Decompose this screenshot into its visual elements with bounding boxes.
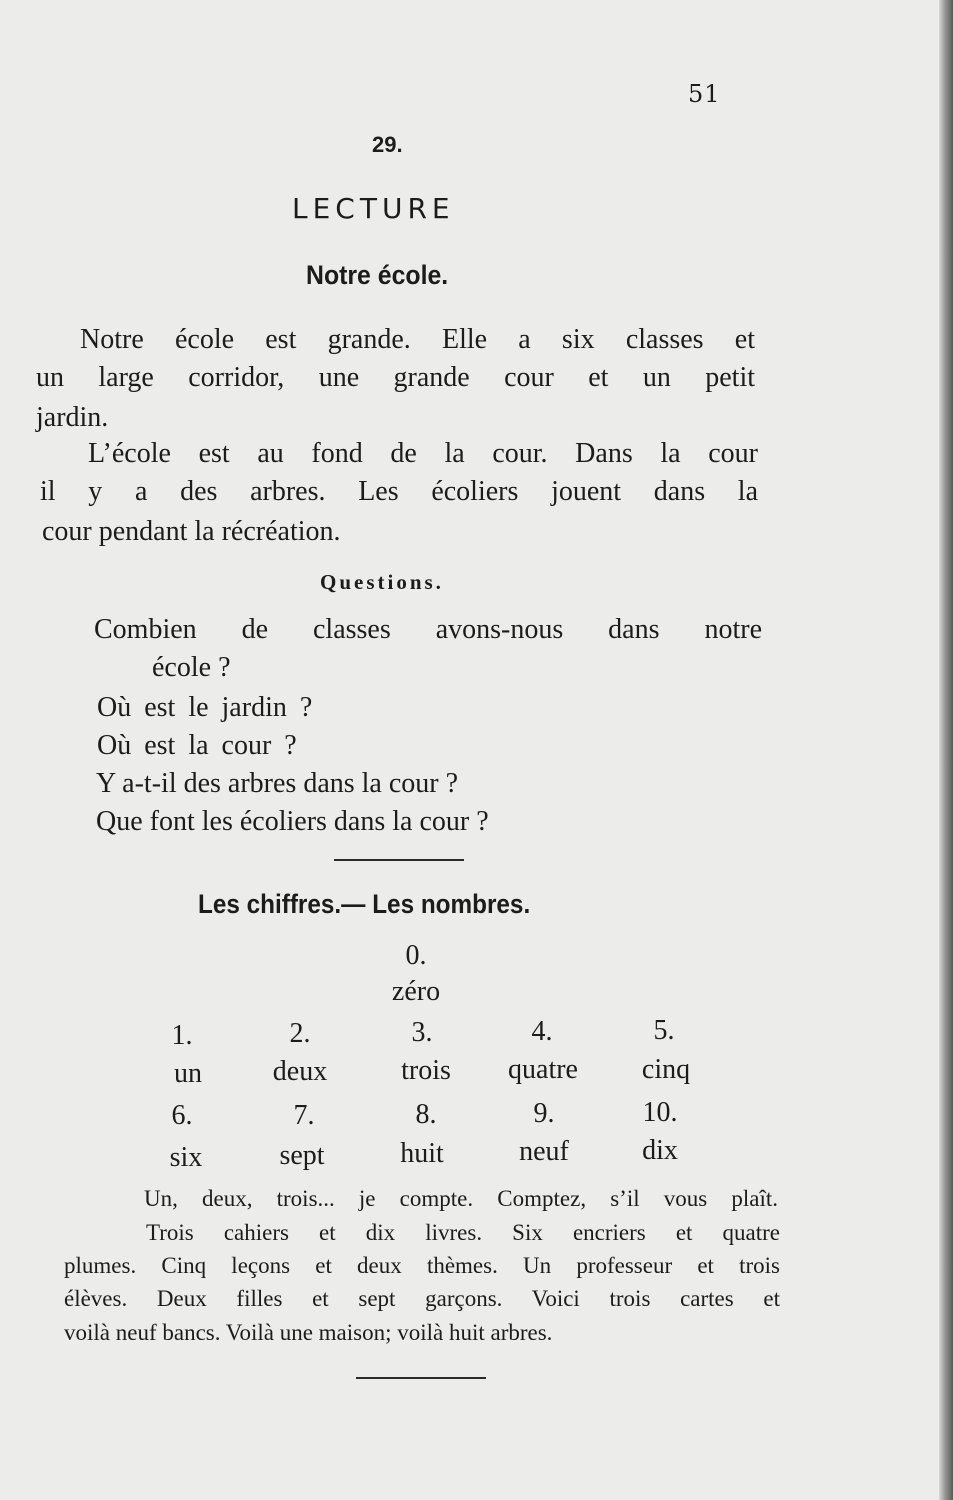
- number-word: cinq: [641, 1054, 691, 1085]
- number-word: six: [169, 1142, 203, 1173]
- separator-rule: [334, 859, 464, 861]
- practice-line: voilà neuf bancs. Voilà une maison; voilà huit arbres.: [64, 1320, 553, 1345]
- reading-title: Notre école.: [306, 260, 449, 290]
- lesson-number: 29.: [372, 132, 403, 157]
- number-digit: 2.: [289, 1018, 311, 1049]
- reading-line: un large corridor, une grande cour et un petit: [36, 362, 755, 393]
- number-digit: 3.: [411, 1017, 433, 1048]
- question-line: Où est le jardin ?: [97, 692, 313, 723]
- number-word: zéro: [391, 976, 441, 1007]
- question-line: Où est la cour ?: [97, 730, 297, 761]
- number-digit: 6.: [171, 1100, 193, 1131]
- number-word: trois: [401, 1055, 451, 1086]
- number-word: quatre: [508, 1054, 578, 1085]
- number-digit: 4.: [531, 1016, 553, 1047]
- number-digit: 0.: [405, 940, 427, 971]
- number-word: sept: [279, 1140, 325, 1171]
- number-digit: 10.: [642, 1097, 678, 1128]
- number-word: neuf: [519, 1136, 569, 1167]
- question-line: Que font les écoliers dans la cour ?: [96, 806, 489, 837]
- number-digit: 5.: [653, 1015, 675, 1046]
- practice-line: Trois cahiers et dix livres. Six encriers et quatre: [146, 1220, 780, 1245]
- question-line: école ?: [152, 652, 231, 683]
- number-digit: 8.: [415, 1099, 437, 1130]
- reading-line: cour pendant la récréation.: [42, 516, 341, 547]
- number-word: deux: [272, 1056, 328, 1087]
- practice-line: Un, deux, trois... je compte. Comptez, s’il vous plaît.: [144, 1186, 778, 1211]
- practice-line: élèves. Deux filles et sept garçons. Voici trois cartes et: [64, 1286, 780, 1311]
- numbers-title: Les chiffres.— Les nombres.: [198, 889, 531, 919]
- reading-line: L’école est au fond de la cour. Dans la cour: [88, 438, 758, 469]
- reading-line: il y a des arbres. Les écoliers jouent dans la: [40, 476, 758, 507]
- section-heading: LECTURE: [292, 192, 455, 225]
- separator-rule: [356, 1377, 486, 1379]
- number-word: huit: [400, 1138, 444, 1169]
- reading-line: Notre école est grande. Elle a six classes et: [80, 324, 755, 355]
- page-number: 51: [688, 80, 721, 108]
- number-digit: 7.: [293, 1100, 315, 1131]
- number-digit: 1.: [171, 1020, 193, 1051]
- number-digit: 9.: [533, 1098, 555, 1129]
- question-line: Y a-t-il des arbres dans la cour ?: [96, 768, 459, 799]
- page-edge: [939, 0, 953, 1500]
- question-line: Combien de classes avons-nous dans notre: [94, 614, 762, 645]
- number-word: un: [174, 1058, 202, 1089]
- reading-line: jardin.: [36, 402, 109, 433]
- practice-line: plumes. Cinq leçons et deux thèmes. Un professeur et trois: [64, 1253, 780, 1278]
- number-word: dix: [642, 1135, 678, 1166]
- questions-heading: Questions.: [320, 570, 444, 594]
